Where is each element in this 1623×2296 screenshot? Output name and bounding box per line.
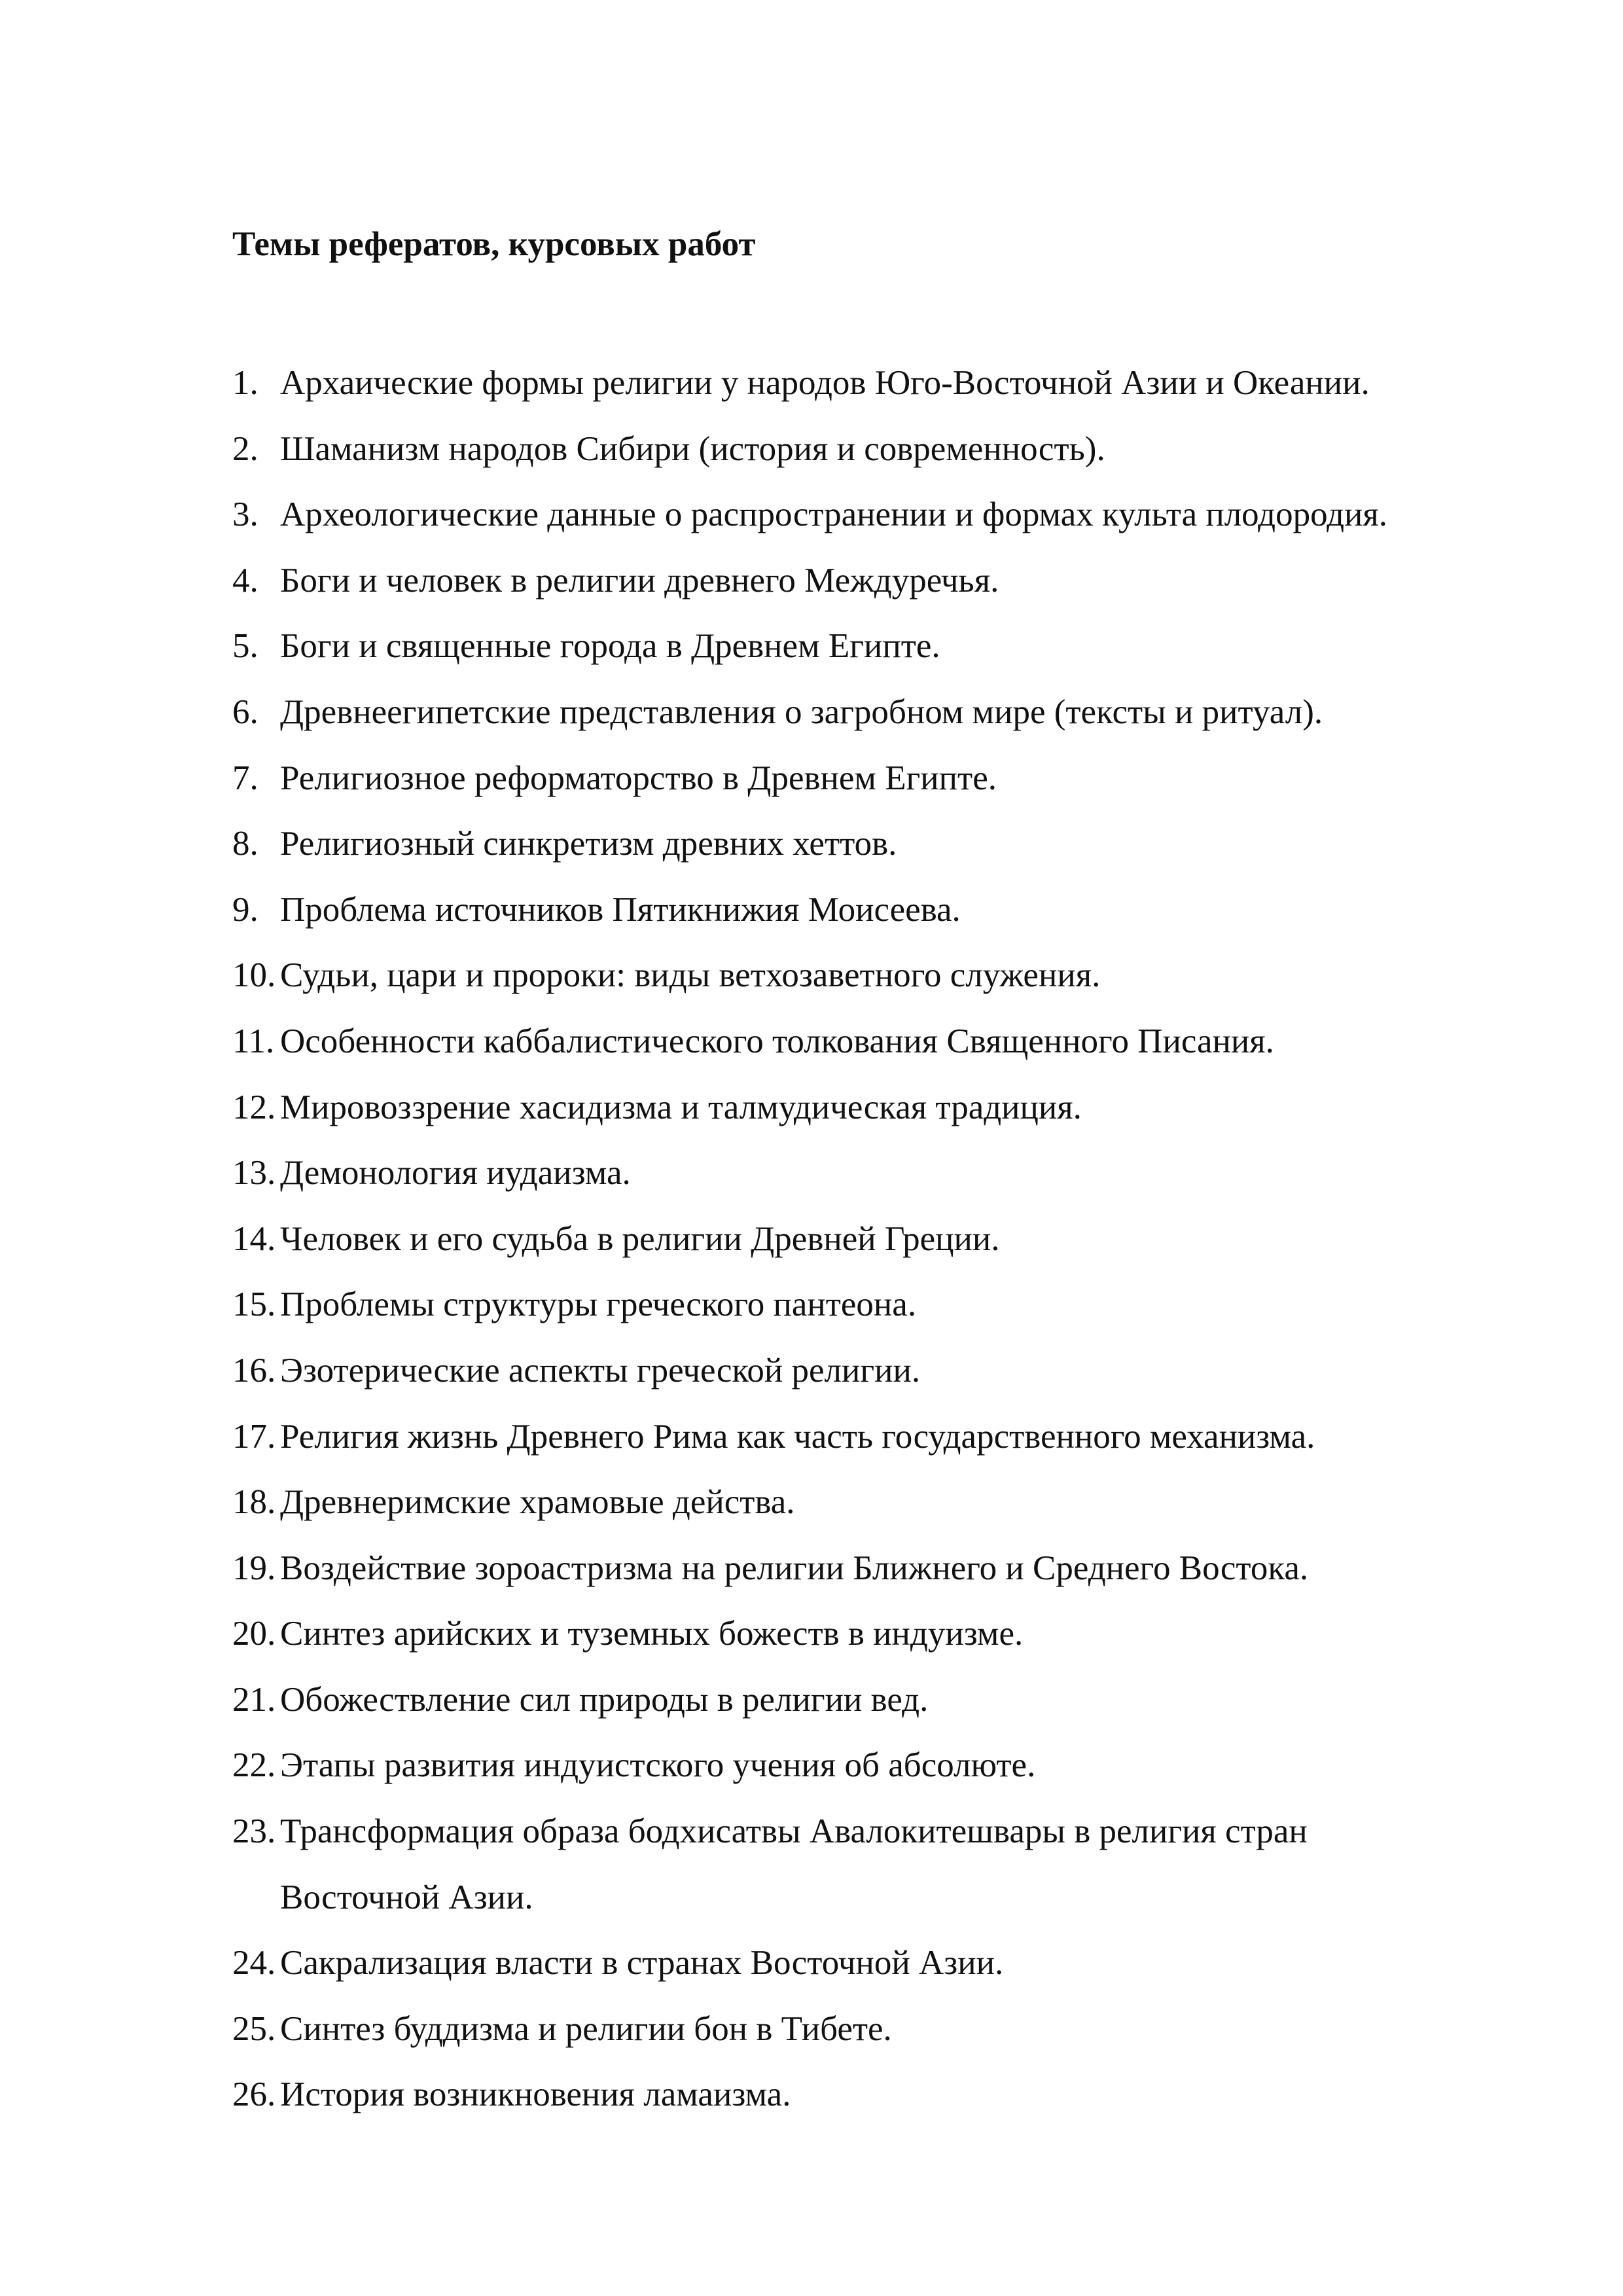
- topic-number: 23.: [232, 1812, 276, 1851]
- topic-number: 7.: [232, 759, 259, 797]
- topic-text: Шаманизм народов Сибири (история и современность).: [280, 429, 1105, 468]
- topic-text: Этапы развития индуистского учения об абсолюте.: [280, 1746, 1036, 1785]
- topic-number: 20.: [232, 1615, 276, 1653]
- topic-text: Проблемы структуры греческого пантеона.: [280, 1285, 917, 1324]
- topic-text: Сакрализация власти в странах Восточной Азии.: [280, 1944, 1004, 1982]
- topic-text: Архаические формы религии у народов Юго-Восточной Азии и Океании.: [280, 364, 1370, 402]
- topics-list: [0, 350, 1623, 2128]
- topic-text: Боги и священные города в Древнем Египте.: [280, 627, 940, 666]
- topic-item: [0, 613, 1623, 679]
- topic-text: Обожествление сил природы в религии вед.: [280, 1680, 929, 1719]
- topic-item: [0, 679, 1623, 745]
- topic-number: 14.: [232, 1219, 276, 1258]
- topic-item: [0, 1930, 1623, 1996]
- topic-item: [0, 877, 1623, 943]
- topic-item: [0, 1996, 1623, 2062]
- topic-item: [0, 482, 1623, 548]
- topic-text: Демонология иудаизма.: [280, 1154, 631, 1193]
- topic-number: 11.: [232, 1022, 275, 1060]
- topic-number: 2.: [232, 429, 259, 468]
- topic-number: 26.: [232, 2075, 276, 2114]
- topic-text: Религия жизнь Древнего Рима как часть государственного механизма.: [280, 1417, 1315, 1456]
- topic-item: [0, 1404, 1623, 1470]
- topic-text: Религиозный синкретизм древних хеттов.: [280, 825, 897, 863]
- topic-item: [0, 2062, 1623, 2128]
- document-title: Темы рефератов, курсовых работ: [232, 225, 756, 263]
- topic-number: 4.: [232, 561, 259, 600]
- topic-item: [0, 942, 1623, 1009]
- topic-item: [0, 1601, 1623, 1667]
- topic-text: Древнеегипетские представления о загробном мире (тексты и ритуал).: [280, 692, 1323, 731]
- topic-number: 8.: [232, 825, 259, 863]
- topic-text: История возникновения ламаизма.: [280, 2075, 791, 2114]
- topic-number: 19.: [232, 1549, 276, 1587]
- topic-text: Воздействие зороастризма на религии Ближнего и Среднего Востока.: [280, 1549, 1309, 1587]
- topic-item: [0, 1667, 1623, 1733]
- topic-number: 25.: [232, 2009, 276, 2048]
- topic-item: [0, 1535, 1623, 1602]
- topic-number: 16.: [232, 1351, 276, 1390]
- topic-item: [0, 1140, 1623, 1206]
- topic-text: Эзотерические аспекты греческой религии.: [280, 1351, 921, 1390]
- topic-number: 22.: [232, 1746, 276, 1785]
- topic-number: 18.: [232, 1483, 276, 1522]
- topic-number: 12.: [232, 1088, 276, 1126]
- topic-number: 6.: [232, 692, 259, 731]
- topic-number: 17.: [232, 1417, 276, 1456]
- topic-number: 15.: [232, 1285, 276, 1324]
- topic-item: [0, 1272, 1623, 1338]
- topic-number: 10.: [232, 956, 276, 995]
- topic-text: Археологические данные о распространении и формах культа плодородия.: [280, 495, 1388, 534]
- topic-item: [0, 548, 1623, 614]
- topic-text: Религиозное реформаторство в Древнем Египте.: [280, 759, 997, 797]
- topic-item: [0, 350, 1623, 416]
- topic-item: [0, 1075, 1623, 1141]
- topic-text: Древнеримские храмовые действа.: [280, 1483, 795, 1522]
- topic-text: Трансформация образа бодхисатвы Авалокитешвары в религия стран: [280, 1812, 1308, 1851]
- topic-item: [0, 1206, 1623, 1272]
- topic-number: 3.: [232, 495, 259, 534]
- topic-text: Судьи, цари и пророки: виды ветхозаветного служения.: [280, 956, 1101, 995]
- topic-item: [0, 745, 1623, 812]
- topic-item: [0, 1469, 1623, 1535]
- topic-text: Синтез арийских и туземных божеств в индуизме.: [280, 1615, 1024, 1653]
- topic-item: [0, 1009, 1623, 1075]
- topic-number: 13.: [232, 1154, 276, 1193]
- topic-number: 1.: [232, 364, 259, 402]
- topic-text: Особенности каббалистического толкования Священного Писания.: [280, 1022, 1274, 1060]
- topic-item: [0, 1338, 1623, 1404]
- topic-item: [0, 1732, 1623, 1799]
- topic-text: Мировоззрение хасидизма и талмудическая традиция.: [280, 1088, 1082, 1126]
- topic-text: Боги и человек в религии древнего Междуречья.: [280, 561, 999, 600]
- topic-number: 21.: [232, 1680, 276, 1719]
- topic-number: 9.: [232, 890, 259, 929]
- topic-item: [0, 1799, 1623, 1930]
- topic-text: Восточной Азии.: [280, 1878, 533, 1916]
- topic-text: Синтез буддизма и религии бон в Тибете.: [280, 2009, 892, 2048]
- topic-item: [0, 416, 1623, 482]
- topic-number: 5.: [232, 627, 259, 666]
- topic-item: [0, 811, 1623, 877]
- topic-number: 24.: [232, 1944, 276, 1982]
- topic-text: Человек и его судьба в религии Древней Греции.: [280, 1219, 1000, 1258]
- topic-text: Проблема источников Пятикнижия Моисеева.: [280, 890, 961, 929]
